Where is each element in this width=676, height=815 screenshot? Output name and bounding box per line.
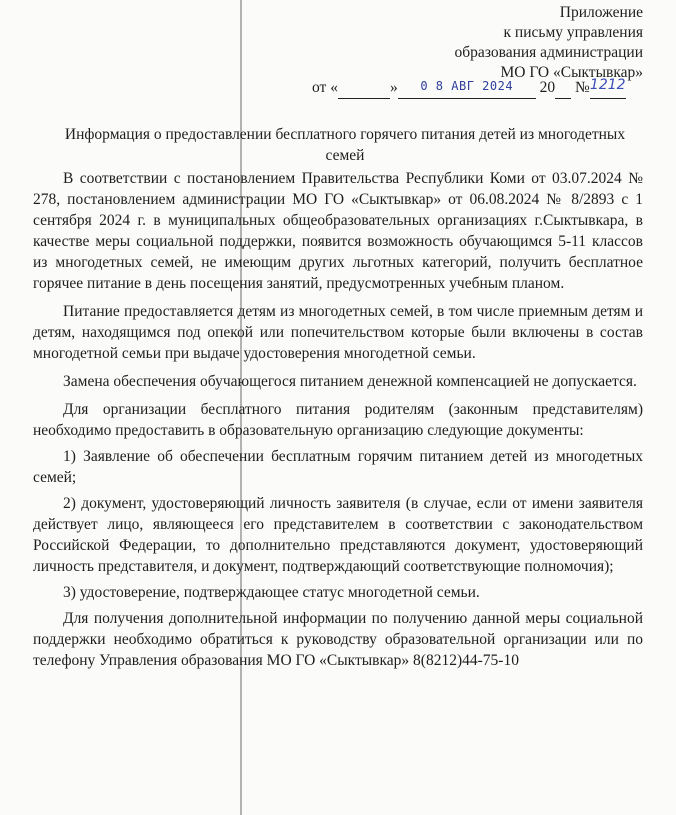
appendix-line-1: Приложение	[559, 4, 643, 21]
number-blank	[590, 78, 626, 99]
quote-close: »	[389, 79, 398, 96]
paragraph-eligibility: Питание предоставляется детям из многодетных семей, в том числе приемным детям и детям, находящимся под опекой или попечительством которые были включены в состав многодетной семьи при выдаче удостоверения многодетной семьи.	[33, 303, 643, 362]
day-blank	[338, 78, 390, 99]
paragraph-no-compensation: Замена обеспечения обучающегося питанием денежной компенсацией не допускается.	[63, 373, 637, 390]
list-item-certificate: 3) удостоверение, подтверждающее статус многодетной семьи.	[63, 584, 480, 601]
date-stamp: 0 8 АВГ 2024	[420, 79, 514, 93]
appendix-header	[455, 3, 643, 83]
year-prefix: 20	[539, 79, 556, 96]
appendix-line-2: к письму управления	[503, 24, 643, 41]
date-from-label: от «	[312, 79, 338, 96]
list-item-identity-document: 2) документ, удостоверяющий личность заявителя (в случае, если от имени заявителя действует лицо, являющееся его представителем в соответствии с законодательством Российской Федерации, то дополнительно представляются документ, удостоверяющий личность представителя, и документ, подтверждающий соответствующие полномочия);	[33, 495, 643, 575]
appendix-line-4: МО ГО «Сыктывкар»	[500, 64, 643, 81]
document-title: Информация о предоставлении бесплатного горячего питания детей из многодетных семей	[64, 126, 626, 164]
number-label: №	[574, 79, 590, 96]
appendix-line-3: образования администрации	[454, 44, 643, 61]
paragraph-documents-intro: Для организации бесплатного питания родителям (законным представителям) необходимо предоставить в образовательную организацию следующие документы:	[33, 401, 643, 439]
registration-line	[312, 78, 626, 99]
paragraph-contact-info: Для получения дополнительной информации по получению данной меры социальной поддержки необходимо обратиться к руководству образовательной организации или по телефону Управления образования МО ГО «Сыктывкар» 8(8212)44-75-10	[33, 610, 643, 669]
paragraph-legal-basis: В соответствии с постановлением Правительства Республики Коми от 03.07.2024 № 278, постановлением администрации МО ГО «Сыктывкар» от 06.08.2024 № 8/2893 с 1 сентября 2024 г. в муниципальных общеобразовательных организациях г.Сыктывкара, в качестве меры социальной поддержки, появится возможность обучающимся 5-11 классов из многодетных семей, не имеющим других льготных категорий, получить бесплатное горячее питание в день посещения занятий, предусмотренных учебным планом.	[33, 170, 643, 292]
list-item-application: 1) Заявление об обеспечении бесплатным горячим питанием детей из многодетных семей;	[33, 448, 643, 486]
handwritten-number: 1212	[589, 77, 626, 93]
month-blank	[398, 78, 536, 99]
document-body	[33, 168, 643, 678]
year-blank	[555, 78, 571, 99]
